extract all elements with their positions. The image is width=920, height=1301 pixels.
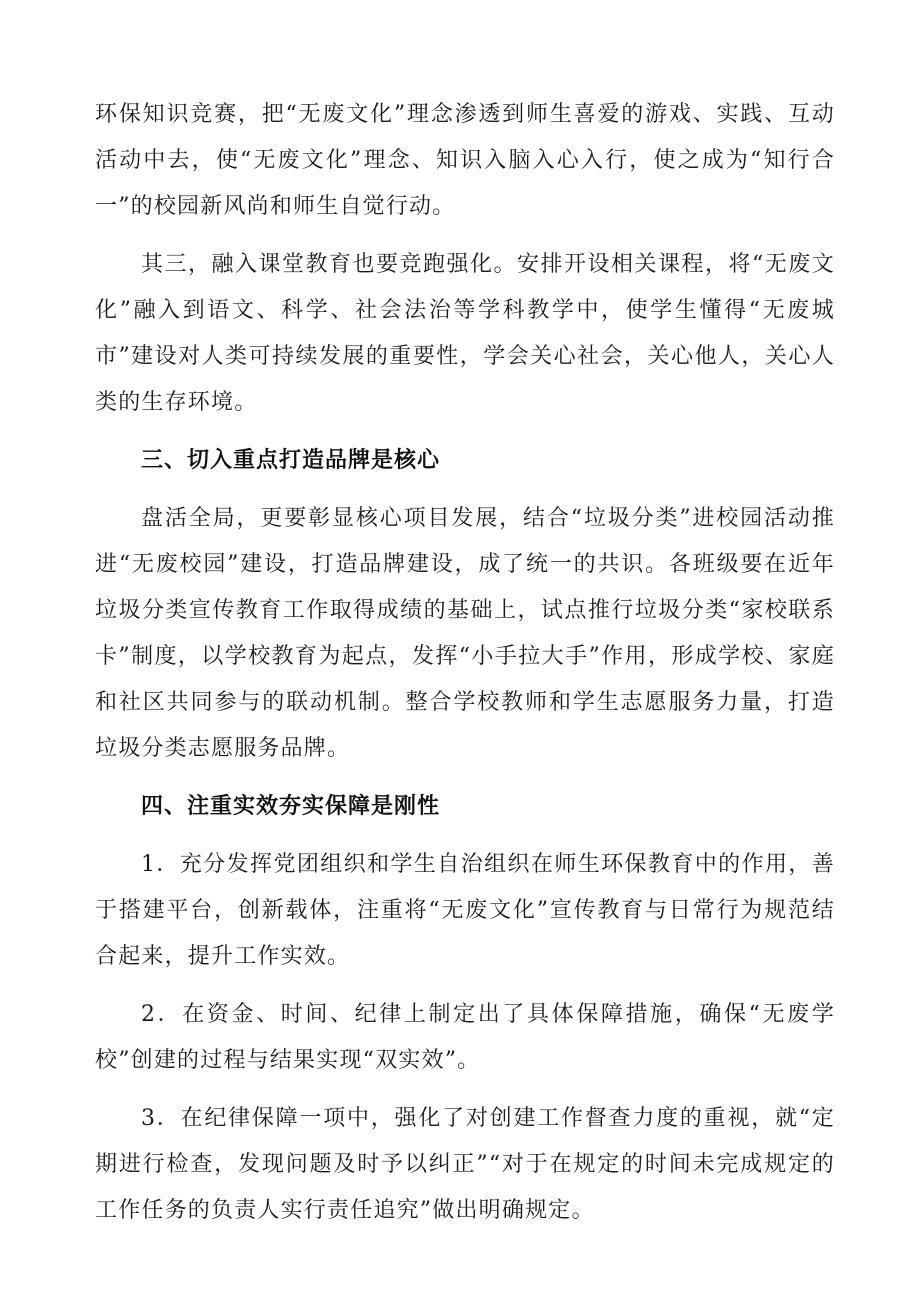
paragraph-item-1: 1．充分发挥党团组织和学生自治组织在师生环保教育中的作用，善于搭建平台，创新载体，注重将“无废文化”宣传教育与日常行为规范结合起来，提升工作实效。 — [95, 852, 835, 969]
paragraph-intro-continued: 环保知识竞赛，把“无废文化”理念渗透到师生喜爱的游戏、实践、互动活动中去，使“无废文化”理念、知识入脑入心入行，使之成为“知行合一”的校园新风尚和师生自觉行动。 — [95, 102, 835, 219]
document-body — [95, 92, 835, 1234]
paragraph-classroom-education: 其三，融入课堂教育也要竞跑强化。安排开设相关课程，将“无废文化”融入到语文、科学、社会法治等学科教学中，使学生懂得“无废城市”建设对人类可持续发展的重要性，学会关心社会，关心他人，关心人类的生存环境。 — [95, 252, 835, 415]
paragraph-brand-building: 盘活全局，更要彰显核心项目发展，结合“垃圾分类”进校园活动推进“无废校园”建设，打造品牌建设，成了统一的共识。各班级要在近年垃圾分类宣传教育工作取得成绩的基础上，试点推行垃圾分类“家校联系卡”制度，以学校教育为起点，发挥“小手拉大手”作用，形成学校、家庭和社区共同参与的联动机制。整合学校教师和学生志愿服务力量，打造垃圾分类志愿服务品牌。 — [95, 506, 835, 761]
paragraph-item-2: 2．在资金、时间、纪律上制定出了具体保障措施，确保“无废学校”创建的过程与结果实现“双实效”。 — [95, 1002, 835, 1073]
section-heading-4: 四、注重实效夯实保障是刚性 — [141, 794, 441, 819]
section-heading-3: 三、切入重点打造品牌是核心 — [141, 448, 441, 473]
paragraph-item-3: 3．在纪律保障一项中，强化了对创建工作督查力度的重视，就“定期进行检查，发现问题及时予以纠正”“对于在规定的时间未完成规定的工作任务的负责人实行责任追究”做出明确规定。 — [95, 1106, 835, 1223]
